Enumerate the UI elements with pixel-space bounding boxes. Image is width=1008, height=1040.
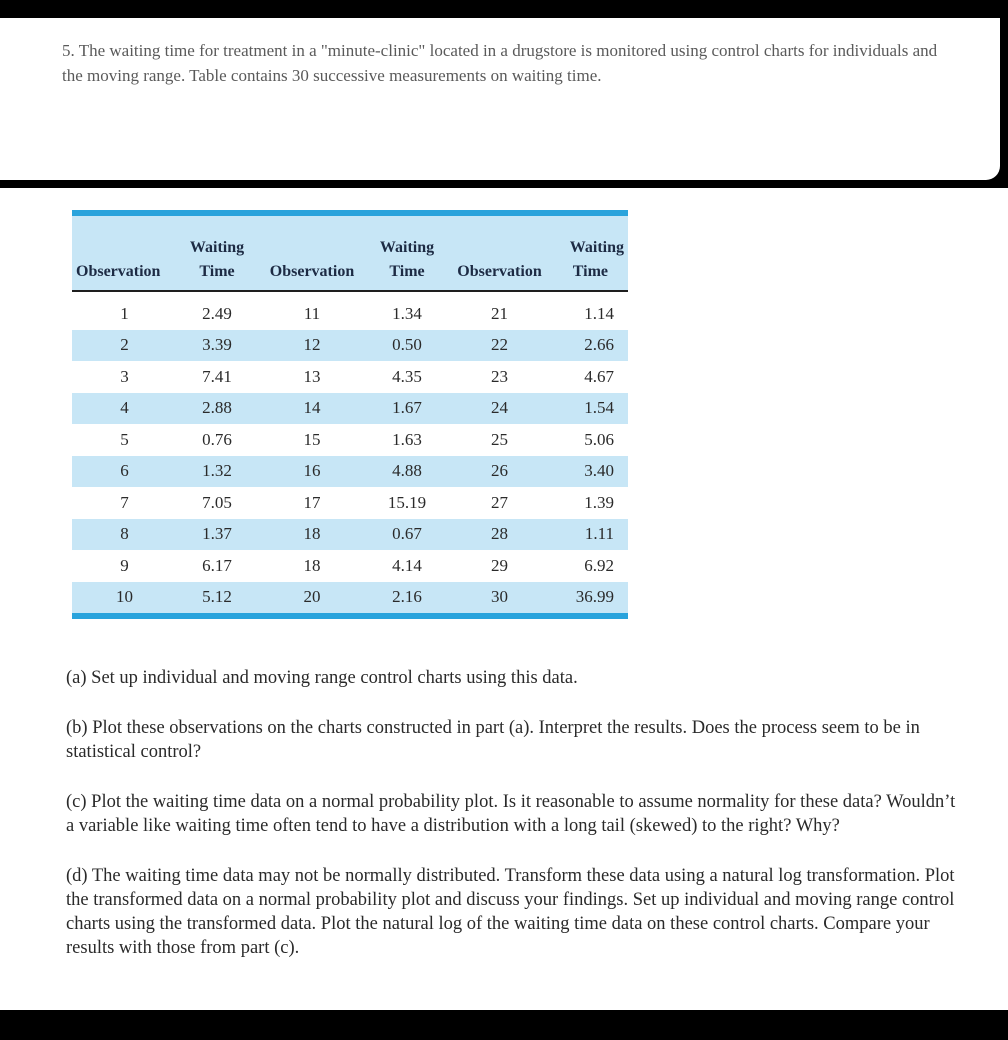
column-header-observation-2: Observation [257, 216, 367, 291]
waiting-time-cell: 4.35 [392, 366, 422, 386]
observation-cell: 21 [491, 303, 508, 323]
waiting-time-cell: 1.54 [584, 398, 614, 418]
waiting-time-cell: 0.50 [392, 335, 422, 355]
waiting-time-table [72, 210, 628, 619]
waiting-time-cell: 1.37 [202, 524, 232, 544]
observation-cell: 4 [120, 398, 129, 418]
questions-section [66, 666, 956, 960]
observation-cell: 10 [116, 587, 133, 607]
waiting-time-cell: 5.06 [584, 429, 614, 449]
waiting-time-cell: 2.66 [584, 335, 614, 355]
observation-cell: 22 [491, 335, 508, 355]
observation-cell: 18 [303, 524, 321, 544]
waiting-time-cell: 1.34 [392, 303, 422, 323]
table-header-row [72, 216, 628, 291]
waiting-time-cell: 2.16 [392, 587, 422, 607]
table-row [72, 456, 628, 488]
waiting-time-cell: 6.92 [584, 555, 614, 575]
top-black-bar [0, 0, 1008, 18]
waiting-time-cell: 4.67 [584, 366, 614, 386]
waiting-time-cell: 2.49 [202, 303, 232, 323]
table-bottom-rule [72, 613, 628, 619]
observation-cell: 26 [491, 461, 508, 481]
column-header-waiting-time-2: Waiting Time [367, 216, 447, 291]
waiting-time-cell: 7.05 [202, 492, 232, 512]
waiting-time-cell: 7.41 [202, 366, 232, 386]
waiting-time-cell: 3.39 [202, 335, 232, 355]
waiting-time-cell: 3.40 [584, 461, 614, 481]
observation-cell: 27 [491, 492, 508, 512]
observation-cell: 15 [303, 429, 321, 449]
observation-cell: 17 [303, 492, 321, 512]
waiting-time-cell: 15.19 [387, 492, 427, 512]
waiting-time-cell: 5.12 [202, 587, 232, 607]
observation-cell: 16 [303, 461, 321, 481]
observation-cell: 6 [120, 461, 129, 481]
waiting-time-cell: 1.14 [584, 303, 614, 323]
table-row [72, 393, 628, 425]
bottom-black-bar [0, 1010, 1008, 1040]
observation-cell: 30 [491, 587, 508, 607]
waiting-time-cell: 1.39 [584, 492, 614, 512]
question-b: (b) Plot these observations on the charts constructed in part (a). Interpret the results. Does the process seem to be in statistical control? [66, 718, 920, 762]
observation-cell: 25 [491, 429, 508, 449]
table-row [72, 582, 628, 614]
table-row [72, 550, 628, 582]
observation-cell: 13 [303, 366, 321, 386]
column-header-observation-1: Observation [72, 216, 177, 291]
column-header-waiting-time-3: Waiting Time [552, 216, 628, 291]
table-row [72, 361, 628, 393]
observation-cell: 3 [120, 366, 129, 386]
table-row [72, 487, 628, 519]
observation-cell: 7 [120, 492, 129, 512]
observation-cell: 8 [120, 524, 129, 544]
waiting-time-cell: 6.17 [202, 555, 232, 575]
observation-cell: 18 [303, 555, 321, 575]
observation-cell: 24 [491, 398, 508, 418]
waiting-time-cell: 4.88 [392, 461, 422, 481]
waiting-time-cell: 36.99 [575, 587, 614, 607]
waiting-time-cell: 1.63 [392, 429, 422, 449]
waiting-time-cell: 4.14 [392, 555, 422, 575]
table-row [72, 519, 628, 551]
question-d: (d) The waiting time data may not be normally distributed. Transform these data using a natural log transformation. Plot the transformed data on a normal probability plot and discuss your findings. Set up individual and moving range control charts using the transformed data. Plot the natural log of the waiting time data on these control charts. Compare your results with those from part (c). [66, 866, 955, 958]
observation-cell: 11 [303, 303, 321, 323]
table-row [72, 424, 628, 456]
table-row [72, 330, 628, 362]
column-header-observation-3: Observation [447, 216, 552, 291]
observation-cell: 1 [120, 303, 129, 323]
observation-cell: 9 [120, 555, 129, 575]
observation-cell: 2 [120, 335, 129, 355]
observation-cell: 12 [303, 335, 321, 355]
observation-cell: 14 [303, 398, 321, 418]
waiting-time-cell: 1.11 [584, 524, 614, 544]
waiting-time-cell: 2.88 [202, 398, 232, 418]
observation-cell: 29 [491, 555, 508, 575]
waiting-time-cell: 0.76 [202, 429, 232, 449]
observation-cell: 5 [120, 429, 129, 449]
waiting-time-cell: 1.32 [202, 461, 232, 481]
waiting-time-cell: 0.67 [392, 524, 422, 544]
observation-cell: 28 [491, 524, 508, 544]
question-a: (a) Set up individual and moving range control charts using this data. [66, 668, 578, 688]
column-header-waiting-time-1: Waiting Time [177, 216, 257, 291]
data-table [72, 216, 628, 613]
waiting-time-cell: 1.67 [392, 398, 422, 418]
problem-statement: 5. The waiting time for treatment in a "minute-clinic" located in a drugstore is monitored using control charts for individuals and the moving range. Table contains 30 successive measurements on waiting time. [62, 41, 938, 85]
observation-cell: 20 [303, 587, 321, 607]
table-body [72, 291, 628, 613]
observation-cell: 23 [491, 366, 508, 386]
question-c: (c) Plot the waiting time data on a normal probability plot. Is it reasonable to assume normality for these data? Wouldn’t a variable like waiting time often tend to have a distribution with a long tail (skewed) to the right? Why? [66, 792, 956, 836]
table-row [72, 291, 628, 330]
